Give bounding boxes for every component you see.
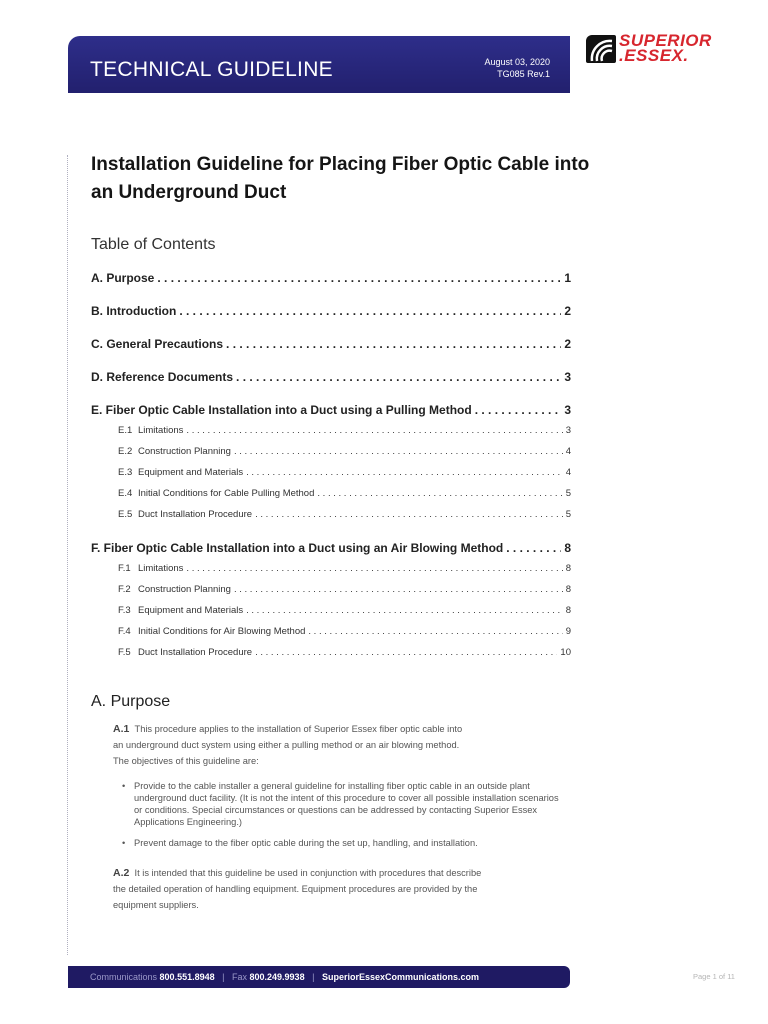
toc-item-reference-documents[interactable]: D. Reference Documents . . . 3 [91, 369, 571, 402]
clause-number-a2: A.2 [113, 867, 130, 879]
header-bar [68, 36, 570, 93]
toc-item-pulling-method[interactable]: E. Fiber Optic Cable Installation into a Duct using a Pulling Method . . . 3 [91, 402, 571, 425]
communications-phone[interactable]: 800.551.8948 [159, 972, 215, 982]
paragraph-a2: A.2 It is intended that this guideline be used in conjunction with procedures that describe the detailed operation of handling equipment. Equipment procedures are provided by the equipment suppliers. [113, 867, 482, 910]
list-item: • Provide to the cable installer a general guideline for installing fiber optic cable in an outside plant underground duct facility. (It is not the intent of this procedure to cover all possible installation scenarios or conditions. Special circumstances or questions can be addressed by contacting Superior Essex Applications Engineering.) [122, 780, 562, 828]
margin-dotted-line [67, 155, 68, 955]
toc-subitem-f3[interactable]: F.3 Equipment and Materials . . . 8 [91, 605, 571, 626]
paragraph-a1: A.1 This procedure applies to the installation of Superior Essex fiber optic cable into an underground duct system using either a pulling method or an air blowing method. The objectives of this guideline are: [113, 723, 463, 766]
table-of-contents [91, 270, 571, 668]
document-id: TG085 Rev.1 [497, 69, 550, 79]
objectives-list [122, 780, 562, 858]
fax-number: 800.249.9938 [249, 972, 305, 982]
superior-essex-logo [586, 33, 736, 67]
toc-subitem-f5[interactable]: F.5 Duct Installation Procedure . . . 10 [91, 647, 571, 668]
logo-text: SUPERIOR .ESSEX. [619, 31, 712, 65]
website-link[interactable]: SuperiorEssexCommunications.com [321, 972, 479, 982]
toc-subitem-e3[interactable]: E.3 Equipment and Materials . . . 4 [91, 467, 571, 488]
toc-subitem-f4[interactable]: F.4 Initial Conditions for Air Blowing Method . . . 9 [91, 626, 571, 647]
section-heading-purpose: A. Purpose [91, 693, 171, 710]
toc-item-general-precautions[interactable]: C. General Precautions . . . 2 [91, 336, 571, 369]
header-meta [484, 56, 550, 80]
toc-subitem-f1[interactable]: F.1 Limitations . . . 8 [91, 563, 571, 584]
toc-subitem-e1[interactable]: E.1 Limitations . . . 3 [91, 425, 571, 446]
toc-subitem-f2[interactable]: F.2 Construction Planning . . . 8 [91, 584, 571, 605]
toc-subitem-e4[interactable]: E.4 Initial Conditions for Cable Pulling Method . . . 5 [91, 488, 571, 509]
header-title: TECHNICAL GUIDELINE [90, 58, 333, 81]
toc-item-air-blowing-method[interactable]: F. Fiber Optic Cable Installation into a Duct using an Air Blowing Method . . . 8 [91, 540, 571, 563]
document-date: August 03, 2020 [484, 57, 550, 67]
toc-item-purpose[interactable]: A. Purpose . . . 1 [91, 270, 571, 303]
page-number: Page 1 of 11 [693, 972, 735, 981]
toc-subitem-e5[interactable]: E.5 Duct Installation Procedure . . . 5 [91, 509, 571, 540]
list-item: • Prevent damage to the fiber optic cable during the set up, handling, and installation. [122, 837, 562, 849]
footer-bar: Communications 800.551.8948 | Fax 800.249.9938 | SuperiorEssexCommunications.com [68, 966, 570, 988]
logo-signal-icon [586, 35, 616, 63]
toc-item-introduction[interactable]: B. Introduction . . . 2 [91, 303, 571, 336]
clause-number-a1: A.1 [113, 723, 130, 735]
document-title: Installation Guideline for Placing Fiber Optic Cable into an Underground Duct [91, 154, 590, 203]
toc-heading: Table of Contents [91, 236, 216, 253]
toc-subitem-e2[interactable]: E.2 Construction Planning . . . 4 [91, 446, 571, 467]
